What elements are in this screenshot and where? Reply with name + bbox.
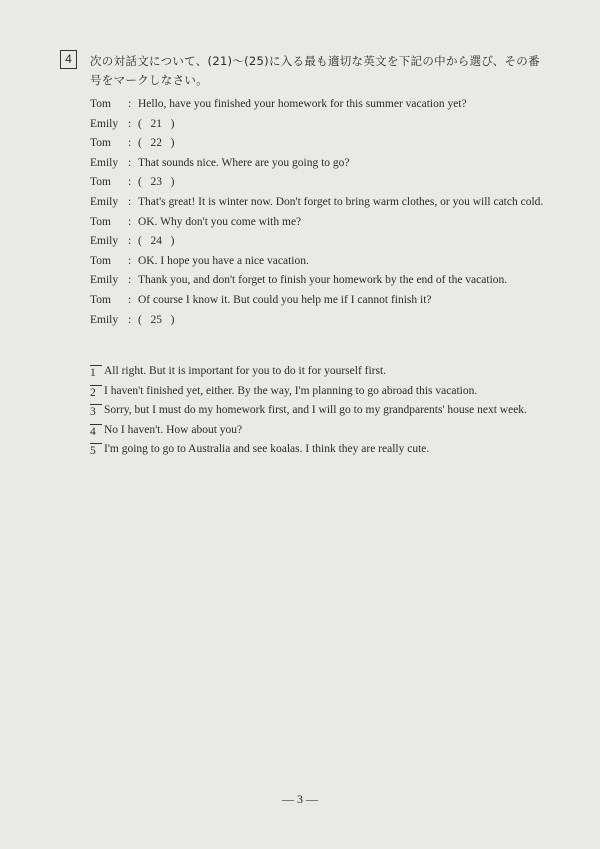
answer-blank: ( 22 ) [138,137,175,150]
answer-blank: ( 23 ) [138,176,175,189]
speaker: Tom [90,215,111,228]
dialogue-line [90,311,550,331]
dialogue-line [90,252,550,272]
speaker: Emily [90,156,119,169]
separator: : [128,137,132,150]
dialogue-line [90,271,550,291]
choice-item [90,401,550,421]
question-number-box: 4 [60,50,77,69]
choice-item [90,382,550,402]
choice-text: No I haven't. How about you? [104,423,243,436]
speaker: Tom [90,98,111,110]
dialogue-line [90,154,550,174]
speaker: Emily [90,313,119,326]
utterance: That sounds nice. Where are you going to go? [138,156,350,169]
separator: : [128,254,132,267]
choice-text: I haven't finished yet, either. By the way, I'm planning to go abroad this vacation. [104,384,478,397]
speaker: Tom [90,176,111,189]
speaker: Emily [90,274,119,287]
choice-number: 4 [90,424,102,438]
speaker: Tom [90,293,111,306]
answer-blank: ( 24 ) [138,235,175,248]
page-number: — 3 — [282,792,318,806]
choice-item [90,421,550,441]
speaker: Emily [90,235,119,248]
choice-number: 2 [90,385,102,399]
choice-number: 3 [90,404,102,418]
speaker: Tom [90,254,111,267]
separator: : [128,176,132,189]
separator: : [128,195,132,208]
dialogue [90,95,550,330]
dialogue-line [90,193,550,213]
dialogue-line [90,95,550,115]
utterance: Hello, have you finished your homework for this summer vacation yet? [138,98,467,110]
utterance: OK. Why don't you come with me? [138,215,302,228]
separator: : [128,98,132,110]
separator: : [128,117,132,130]
choice-text: I'm going to go to Australia and see koalas. I think they are really cute. [104,443,430,456]
dialogue-line [90,115,550,135]
choice-text: Sorry, but I must do my homework first, and I will go to my grandparents' house next week. [104,404,527,417]
dialogue-line [90,134,550,154]
separator: : [128,215,132,228]
utterance: OK. I hope you have a nice vacation. [138,254,309,267]
choice-item [90,440,550,460]
dialogue-line [90,232,550,252]
dialogue-line [90,213,550,233]
dialogue-line [90,173,550,193]
choice-number: 5 [90,443,102,457]
separator: : [128,313,132,326]
separator: : [128,274,132,287]
answer-blank: ( 25 ) [138,313,175,326]
choice-number: 1 [90,365,102,379]
answer-choices [90,362,550,460]
answer-blank: ( 21 ) [138,117,175,130]
speaker: Emily [90,195,119,208]
choice-text: All right. But it is important for you to do it for yourself first. [104,365,387,377]
utterance: Of course I know it. But could you help me if I cannot finish it? [138,293,432,306]
separator: : [128,156,132,169]
separator: : [128,293,132,306]
speaker: Tom [90,137,111,150]
utterance: That's great! It is winter now. Don't forget to bring warm clothes, or you will catch cold. [138,195,544,208]
question-instruction: 次の対話文について、(21)～(25)に入る最も適切な英文を下記の中から選び、その番号をマークしなさい。 [90,54,540,87]
separator: : [128,235,132,248]
choice-item [90,362,550,382]
dialogue-line [90,291,550,311]
speaker: Emily [90,117,119,130]
utterance: Thank you, and don't forget to finish your homework by the end of the vacation. [138,274,508,287]
